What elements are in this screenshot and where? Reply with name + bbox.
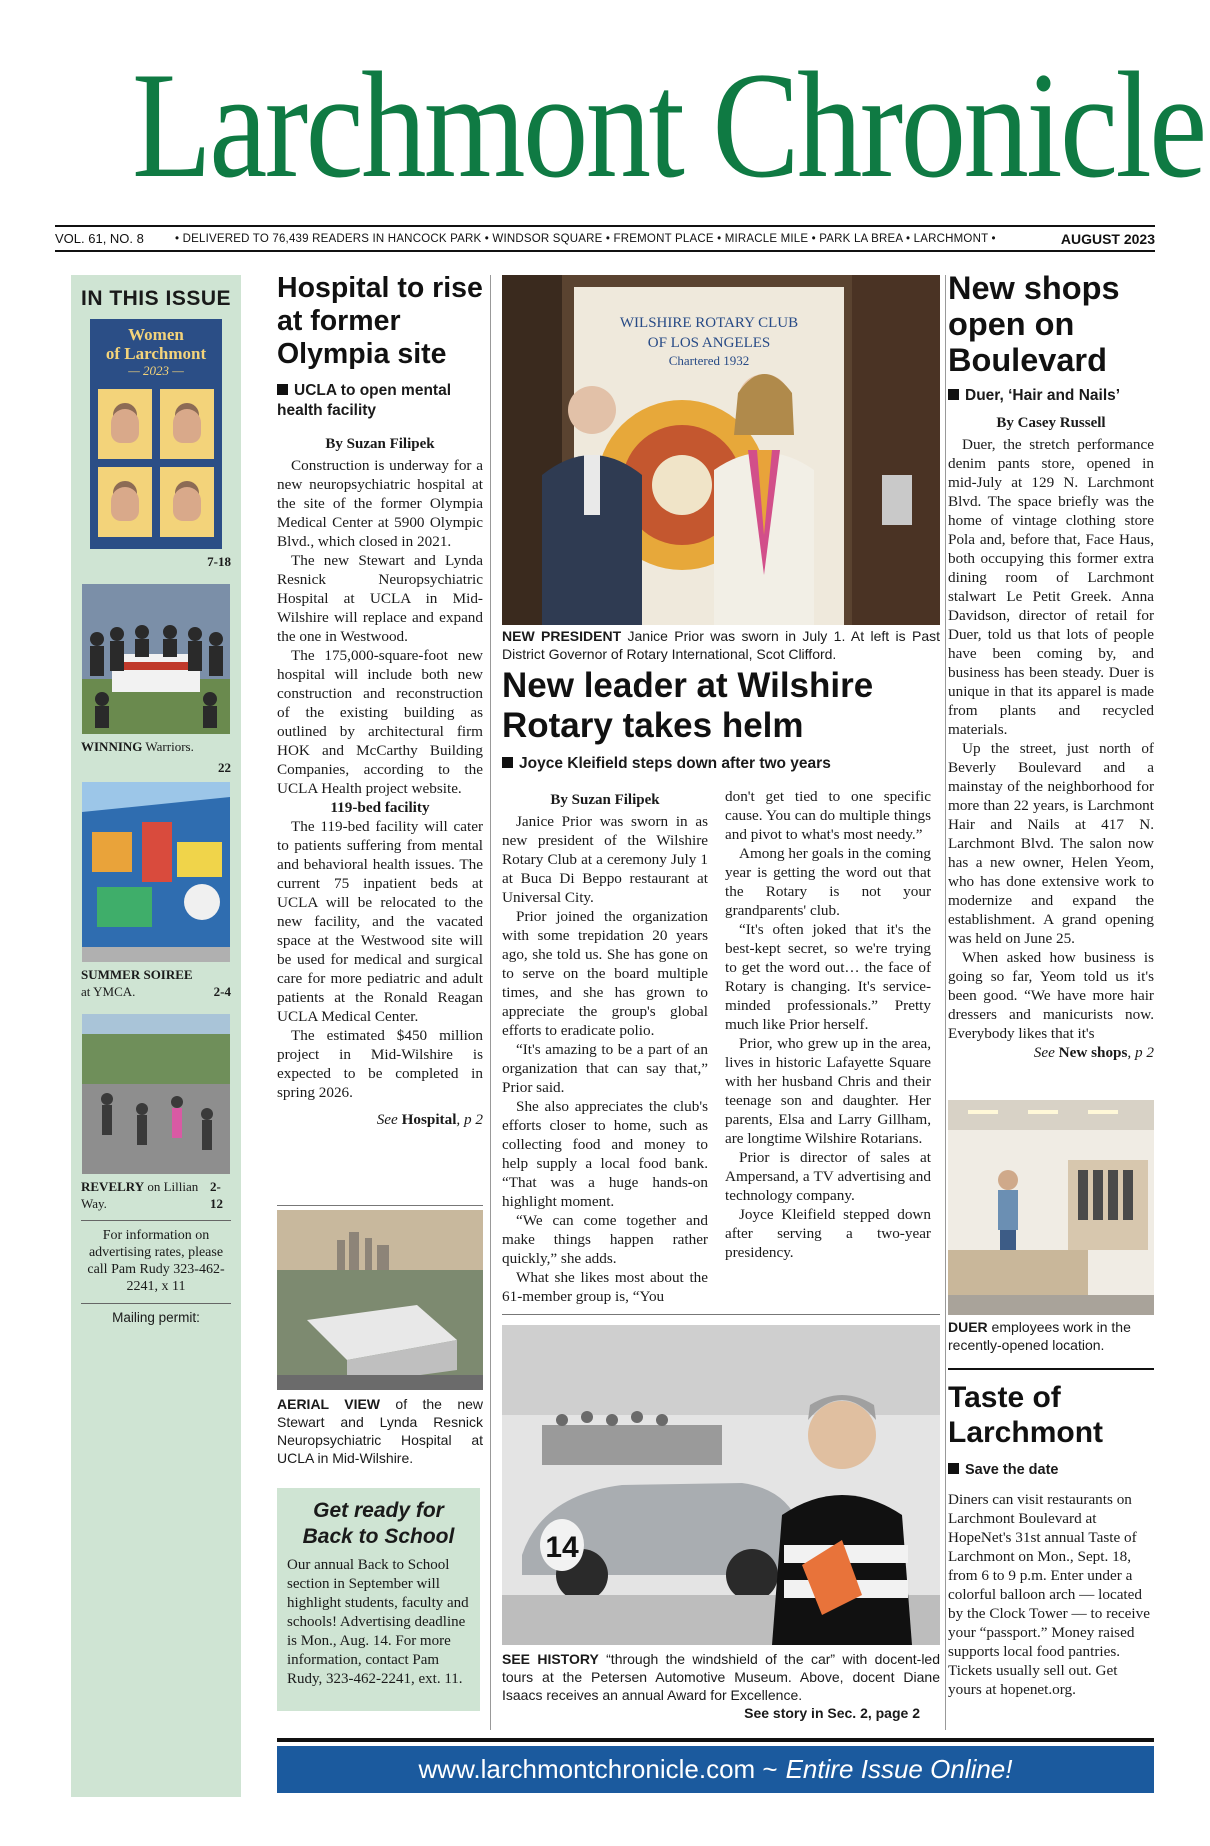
women-cover-title: Women of Larchmont — [105, 325, 207, 363]
rotary-headline[interactable]: New leader at Wilshire Rotary takes helm — [502, 666, 874, 745]
website-link[interactable]: www.larchmontchronicle.com ~ Entire Issue Online! — [277, 1746, 1154, 1793]
advertising-info: For information on advertising rates, please call Pam Rudy 323-462-2241, x 11 — [81, 1220, 231, 1295]
hospital-jump-link[interactable]: See Hospital, p 2 — [376, 1111, 483, 1128]
promo-body: Our annual Back to School section in September will highlight students, faculty and schools! Advertising deadline is Mon., Aug. 14. For more information, contact Pam Rudy, 323-462-2241, ext. 11. — [287, 1557, 469, 1687]
ymca-mural-photo[interactable] — [82, 782, 230, 962]
rotary-ceremony-photo[interactable] — [502, 275, 940, 625]
portrait-photo — [160, 467, 214, 537]
rotary-banner-line2: OF LOS ANGELES — [647, 335, 771, 351]
women-of-larchmont-cover[interactable] — [90, 319, 222, 549]
car-number: 14 — [545, 1531, 579, 1564]
in-this-issue-sidebar — [71, 275, 241, 1797]
baseball-team-photo[interactable] — [82, 584, 230, 734]
footer-banner[interactable] — [277, 1738, 1154, 1797]
back-to-school-promo — [277, 1488, 480, 1711]
history-caption: SEE HISTORY “through the windshield of the car” with docent-led tours at the Petersen Automotive Museum. Above, docent Diane Isaacs receives an annual Award for Excellence. — [502, 1651, 941, 1703]
shops-story: New shops open on Boulevard Duer, ‘Hair and Nails’ By Casey Russell Duer, the stretch performance denim pants store, opened in mid-July at 129 N. Larchmont Blvd. The space briefly was the home of vintage clothing store Pola and, before that, Face Haus, both occupying this former extra dining room of Larchmont stalwart Le Petit Greek. Anna Davidson, director of retail for Duer, told us that lots of people have been coming by, and business has been steady. Duer is unique in that its apparel is made from plants and recycled materials. Up the street, just north of Beverly Boulevard and a mainstay of the neighborhood for more than 22 years, is Larchmont Hair and Nails at 417 N. Larchmont Blvd. The salon now has a new owner, Helen Yeom, who has done extensive work to modernize and expand the establishment. A grand opening was held on June 25. When asked how business is going so far, Yeom told us it's been good. “We have more hair dressers and manicurists now. Everybody likes that it's See New shops, p 2 — [948, 270, 1154, 1061]
mailing-permit: Mailing permit: — [81, 1303, 231, 1325]
aerial-view-caption: AERIAL VIEW of the new Stewart and Lynda Resnick Neuropsychiatric Hospital at UCLA in Mid-Wilshire. — [277, 1396, 483, 1466]
hospital-story — [277, 272, 483, 1129]
rotary-banner-line3: Chartered 1932 — [668, 353, 750, 368]
rotary-column-2: don't get tied to one specific cause. You can do multiple things and pivot to what's most needy.” Among her goals in the coming year is getting the word out that the Rotary is not your grandparents' club. “It's often joked that it's the best-kept secret, so we're trying to get the word out… the face of Rotary is changing. It's service-minded professionals.” Pretty much like Prior herself. Prior, who grew up in the area, lives in historic Lafayette Square with her husband Chris and their teenage son and daughter. Her parents, Elsa and Larry Gillham, are longtime Wilshire Rotarians. Prior is director of sales at Ampersand, a TV advertising and technology company. Joyce Kleifield stepped down after serving a two-year presidency. — [725, 788, 931, 1261]
taste-deck: Save the date — [948, 1460, 1154, 1480]
sidebar-heading: IN THIS ISSUE — [80, 287, 232, 310]
dateline-bar — [55, 225, 1155, 252]
portrait-photo — [98, 467, 152, 537]
volume-number: VOL. 61, NO. 8 — [55, 231, 144, 246]
hospital-byline: By Suzan Filipek — [325, 436, 435, 452]
promo-headline: Get ready for Back to School — [302, 1499, 455, 1548]
rotary-photo-caption: NEW PRESIDENT Janice Prior was sworn in July 1. At left is Past District Governor of Rotary International, Scot Clifford. — [502, 628, 940, 662]
shops-deck: Duer, ‘Hair and Nails’ — [948, 386, 1154, 406]
sidebar-item-pages: 22 — [218, 760, 231, 775]
shops-jump-link[interactable]: See New shops, p 2 — [1033, 1044, 1154, 1061]
hospital-body: Construction is underway for a new neuropsychiatric hospital at the site of the former Olympia Medical Center at 5900 Olympic Blvd., which closed in 2021. The new Stewart and Lynda Resnick Neuropsychiatric Hospital at UCLA in Mid-Wilshire will replace and expand the one in Westwood. The 175,000-square-foot new hospital will include both new construction and reconstruction of the existing building as outlined by architectural firm HOK and McCarthy Building Companies, according to the UCLA Health project website. 119-bed facility The 119-bed facility will cater to patients suffering from mental and behavioral health issues. The current 75 inpatient beds at UCLA will be relocated to the new facility, and the vacated space at the Westwood site will be used for medical and surgical care for more pediatric and adult patients at the Ronald Reagan UCLA Medical Center. The estimated $450 million project in Mid-Wilshire is expected to be completed in spring 2026. — [277, 457, 483, 1101]
history-see-story-link[interactable]: See story in Sec. 2, page 2 — [744, 1705, 920, 1721]
women-pages: 7-18 — [207, 554, 231, 569]
shops-headline[interactable]: New shops open on Boulevard — [948, 270, 1120, 378]
sidebar-item: REVELRY on Lillian Way. 2-12 — [81, 1179, 223, 1211]
sidebar-item: WINNING Warriors. — [81, 739, 194, 754]
women-cover-year: — 2023 — — [128, 363, 184, 378]
lillian-way-revelry-photo[interactable] — [82, 1014, 230, 1174]
portrait-photo — [160, 389, 214, 459]
portrait-grid — [98, 389, 214, 537]
rotary-deck: Joyce Kleifield steps down after two years — [502, 754, 940, 774]
portrait-photo — [98, 389, 152, 459]
masthead — [55, 40, 1205, 220]
taste-headline[interactable]: Taste of Larchmont — [948, 1381, 1104, 1449]
newspaper-title: Larchmont Chronicle — [132, 41, 1205, 209]
sidebar-item: SUMMER SOIREE at YMCA. 2-4 — [81, 967, 231, 999]
delivery-line: • DELIVERED TO 76,439 READERS IN HANCOCK PARK • WINDSOR SQUARE • FREMONT PLACE • MIRACLE MILE • PARK LA BREA • LARCHMONT • — [175, 232, 996, 245]
rotary-column-1: By Suzan Filipek Janice Prior was sworn in as new president of the Wilshire Rotary Club at a ceremony July 1 at Buca Di Beppo restaurant at Universal City. Prior joined the organization with some trepidation 20 years ago, she told us. She has gone on to serve on the board multiple times, and she has grown to appreciate the group's global efforts to eradicate polio. “It's amazing to be a part of an organization that can say that,” Prior said. She also appreciates the club's efforts closer to home, such as collecting food and money to help supply a local food bank. “That was a huge hands-on highlight moment. “We can come together and make things happen rather quickly,” she adds. What she likes most about the 61-member group is, “You — [502, 792, 708, 1305]
issue-date: AUGUST 2023 — [1060, 230, 1155, 247]
hospital-headline[interactable]: Hospital to rise at former Olympia site — [277, 272, 483, 370]
taste-story: Taste of Larchmont Save the date Diners can visit restaurants on Larchmont Boulevard at HopeNet's 31st annual Taste of Larchmont on Mon., Sept. 18, from 6 to 9 p.m. Enter under a colorful balloon arch — located by the Clock Tower — to receive your “passport.” Money raised supports local food pantries. Tickets usually sell out. Get yours at hopenet.org. — [948, 1380, 1154, 1699]
rotary-banner-line1: WILSHIRE ROTARY CLUB — [619, 315, 799, 331]
petersen-museum-photo[interactable] — [502, 1325, 940, 1645]
duer-store-photo[interactable] — [948, 1100, 1154, 1315]
aerial-view-photo[interactable] — [277, 1210, 483, 1390]
hospital-deck: UCLA to open mental health facility — [277, 382, 452, 419]
duer-caption: DUER employees work in the recently-opened location. — [948, 1319, 1131, 1353]
